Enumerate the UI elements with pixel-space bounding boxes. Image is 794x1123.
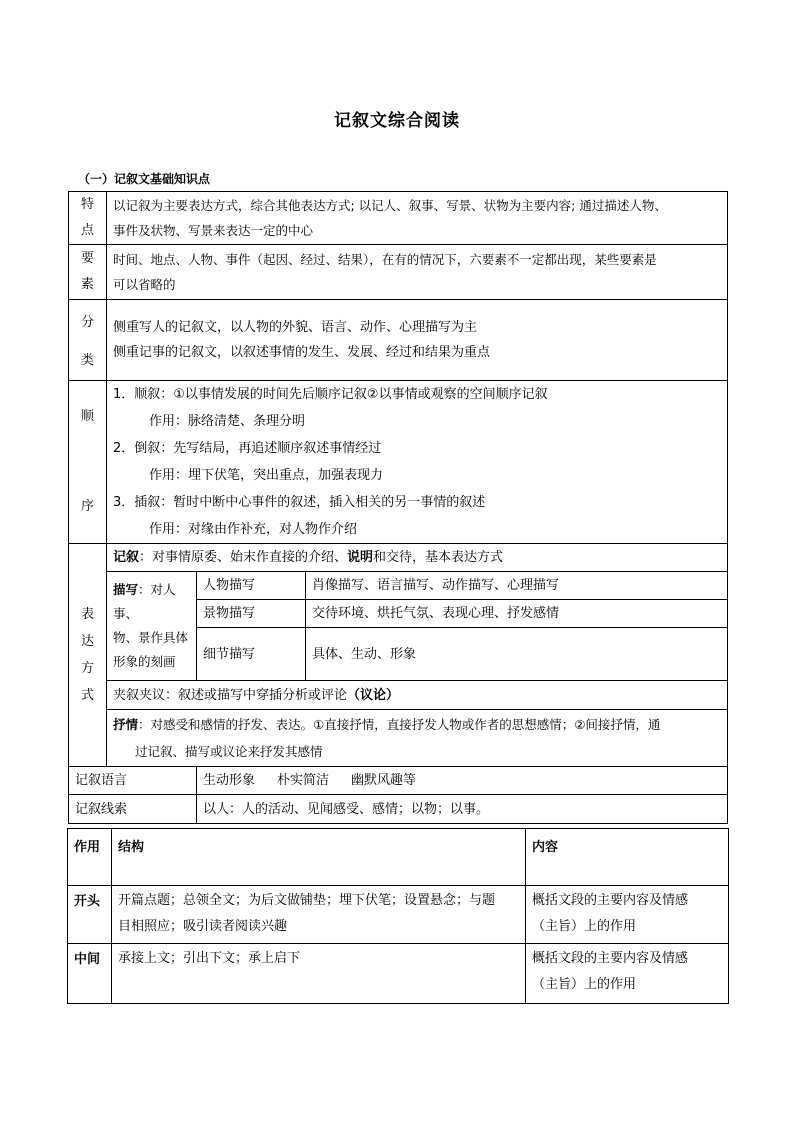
table-row [68, 829, 729, 886]
zhongjian-structure: 承接上文；引出下文；承上启下 [112, 944, 526, 1004]
table-row [69, 572, 728, 600]
row-label-xushun: 顺 序 [69, 381, 107, 544]
row-label-biaoda: 表 达 方 式 [69, 544, 107, 767]
miaoxie-label: 描写：对人事、 物、景作具体 形象的刻画 [107, 572, 197, 681]
table-row [69, 300, 728, 381]
yuyan-content: 生动形象 朴实简洁 幽默风趣等 [197, 767, 728, 795]
xiansuo-content: 以人：人的活动、见闻感受、感情；以物；以事。 [197, 795, 728, 824]
xiansuo-label: 记叙线索 [69, 795, 197, 824]
jiaxu-content: 夹叙夹议：叙述或描写中穿插分析或评论（议论） [107, 681, 728, 710]
fenlei-content: 侧重写人的记叙文，以人物的外貌、语言、动作、心理描写为主 侧重记事的记叙文，以叙述事情的发生、发展、经过和结果为重点 [107, 300, 728, 381]
shuqing-content: 抒情：对感受和感情的抒发、表达。①直接抒情，直接抒发人物或作者的思想感情；②间接抒情，通 过记叙、描写或议论来抒发其感情 [107, 710, 728, 767]
xushun-content: 1．顺叙：①以事情发展的时间先后顺序记叙②以事情或观察的空间顺序记叙 作用：脉络清楚、条理分明 2．倒叙：先写结局，再追述顺序叙述事情经过 作用：埋下伏笔，突出重点，加强表现力 3．插叙：暂时中断中心事件的叙述，插入相关的另一事情的叙述 作用：对缘由作补充，对人物作介绍 [107, 381, 728, 544]
row-label-tedian: 特 点 [69, 192, 107, 245]
miaoxie-type: 细节描写 [197, 628, 306, 681]
structure-table [67, 828, 729, 1004]
table-row [68, 886, 729, 944]
table-row [69, 795, 728, 824]
miaoxie-detail: 具体、生动、形象 [306, 628, 728, 681]
header-zuoyong: 作用 [68, 829, 112, 886]
table-row [69, 192, 728, 245]
jixu-content: 记叙：对事情原委、始末作直接的介绍、说明和交待，基本表达方式 [107, 544, 728, 572]
section-heading: （一）记叙文基础知识点 [78, 172, 211, 186]
table-row [68, 944, 729, 1004]
miaoxie-type: 人物描写 [197, 572, 306, 600]
yaosu-content: 时间、地点、人物、事件（起因、经过、结果），在有的情况下，六要素不一定都出现，某些要素是 可以省略的 [107, 245, 728, 300]
kaitou-content: 概括文段的主要内容及情感 （主旨）上的作用 [526, 886, 729, 944]
table-row [69, 544, 728, 572]
table-row [69, 767, 728, 795]
row-label-zhongjian: 中间 [68, 944, 112, 1004]
header-jiegou: 结构 [112, 829, 526, 886]
tedian-content: 以记叙为主要表达方式，综合其他表达方式; 以记人、叙事、写景、状物为主要内容; 通过描述人物、 事件及状物、写景来表达一定的中心 [107, 192, 728, 245]
row-label-kaitou: 开头 [68, 886, 112, 944]
header-neirong: 内容 [526, 829, 729, 886]
yuyan-label: 记叙语言 [69, 767, 197, 795]
table-row [69, 381, 728, 544]
row-label-yaosu: 要 素 [69, 245, 107, 300]
table-row [69, 710, 728, 767]
knowledge-table [68, 191, 728, 824]
miaoxie-detail: 交待环境、烘托气氛、表现心理、抒发感情 [306, 600, 728, 628]
miaoxie-detail: 肖像描写、语言描写、动作描写、心理描写 [306, 572, 728, 600]
zhongjian-content: 概括文段的主要内容及情感 （主旨）上的作用 [526, 944, 729, 1004]
table-row [69, 681, 728, 710]
miaoxie-type: 景物描写 [197, 600, 306, 628]
row-label-fenlei: 分 类 [69, 300, 107, 381]
page-title: 记叙文综合阅读 [334, 111, 460, 131]
table-row [69, 245, 728, 300]
kaitou-structure: 开篇点题；总领全文；为后文做铺垫；埋下伏笔；设置悬念；与题 目相照应；吸引读者阅读兴趣 [112, 886, 526, 944]
